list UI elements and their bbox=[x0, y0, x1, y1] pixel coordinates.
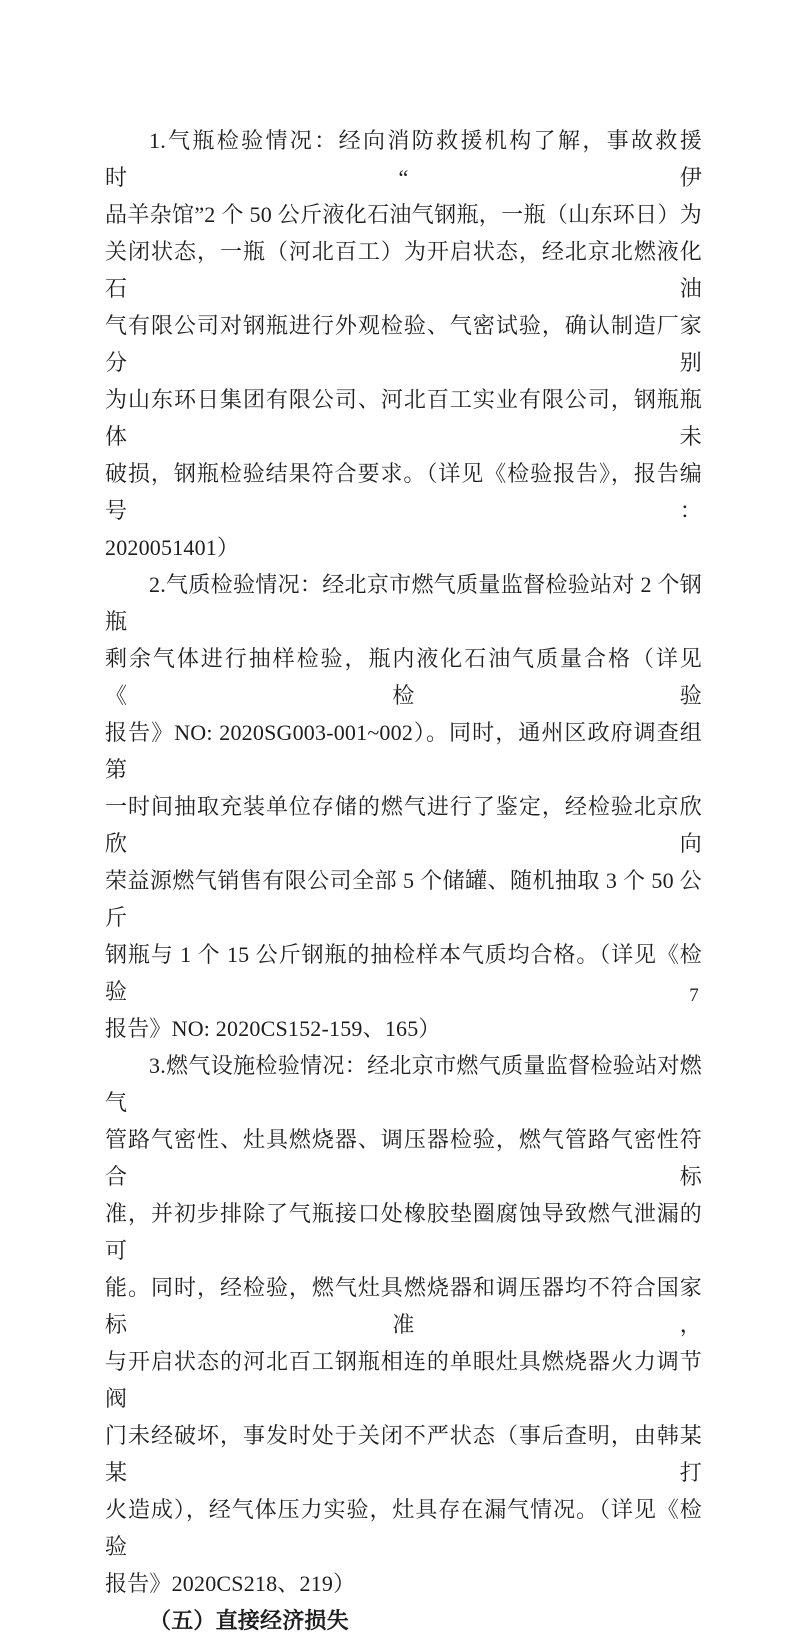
text-line: 破损，钢瓶检验结果符合要求。（详见《检验报告》，报告编号： bbox=[105, 461, 702, 523]
text-line: 报告》NO: 2020CS152-159、165） bbox=[105, 1016, 441, 1041]
paragraph-gas-quality-inspection bbox=[105, 566, 702, 1047]
text-line: 报告》NO: 2020SG003-001~002）。同时，通州区政府调查组第 bbox=[105, 720, 702, 782]
page-number: 7 bbox=[689, 985, 699, 1006]
text-line: 荣益源燃气销售有限公司全部 5 个储罐、随机抽取 3 个 50 公斤 bbox=[105, 868, 702, 930]
paragraph-cylinder-inspection bbox=[105, 122, 702, 566]
text-line: 为山东环日集团有限公司、河北百工实业有限公司，钢瓶瓶体未 bbox=[105, 387, 702, 449]
text-line: 气有限公司对钢瓶进行外观检验、气密试验，确认制造厂家分别 bbox=[105, 313, 702, 375]
text-line: 准，并初步排除了气瓶接口处橡胶垫圈腐蚀导致燃气泄漏的可 bbox=[105, 1201, 702, 1263]
text-line: 关闭状态，一瓶（河北百工）为开启状态，经北京北燃液化石油 bbox=[105, 239, 702, 301]
text-block bbox=[105, 122, 702, 1639]
text-line: 管路气密性、灶具燃烧器、调压器检验，燃气管路气密性符合标 bbox=[105, 1127, 702, 1189]
text-line: 钢瓶与 1 个 15 公斤钢瓶的抽检样本气质均合格。（详见《检验 bbox=[105, 942, 702, 1004]
text-line: 2.气质检验情况：经北京市燃气质量监督检验站对 2 个钢瓶 bbox=[105, 572, 702, 634]
text-line: 火造成），经气体压力实验，灶具存在漏气情况。（详见《检验 bbox=[105, 1497, 702, 1559]
text-line: （五）直接经济损失 bbox=[149, 1608, 349, 1633]
text-line: 与开启状态的河北百工钢瓶相连的单眼灶具燃烧器火力调节阀 bbox=[105, 1349, 702, 1411]
text-line: 能。同时，经检验，燃气灶具燃烧器和调压器均不符合国家标准， bbox=[105, 1275, 702, 1337]
text-line: 剩余气体进行抽样检验，瓶内液化石油气质量合格（详见《检验 bbox=[105, 646, 702, 708]
text-line: 2020051401） bbox=[105, 535, 240, 560]
text-line: 1.气瓶检验情况：经向消防救援机构了解，事故救援时“伊 bbox=[105, 128, 702, 190]
text-line: 一时间抽取充装单位存储的燃气进行了鉴定，经检验北京欣欣向 bbox=[105, 794, 702, 856]
text-line: 门未经破坏，事发时处于关闭不严状态（事后查明，由韩某某打 bbox=[105, 1423, 702, 1485]
text-line: 报告》2020CS218、219） bbox=[105, 1571, 356, 1596]
text-line: 3.燃气设施检验情况：经北京市燃气质量监督检验站对燃气 bbox=[105, 1053, 702, 1115]
section-heading-direct-economic-loss bbox=[105, 1602, 702, 1639]
text-line: 品羊杂馆”2 个 50 公斤液化石油气钢瓶，一瓶（山东环日）为 bbox=[105, 202, 702, 227]
paragraph-gas-facility-inspection bbox=[105, 1047, 702, 1602]
